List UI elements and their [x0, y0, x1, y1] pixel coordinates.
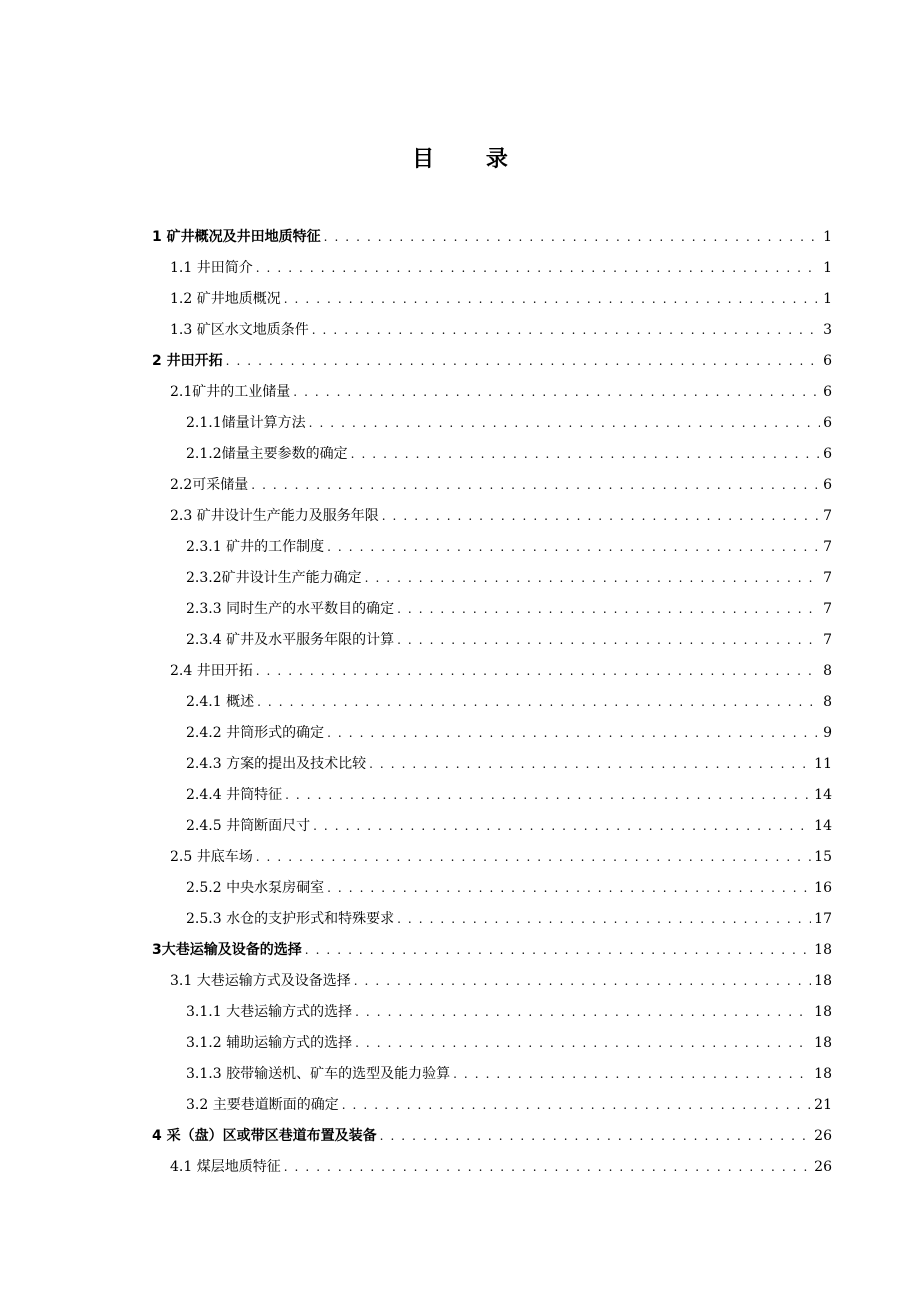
- toc-entry-page-number: 1: [823, 291, 832, 307]
- toc-entry-page-number: 14: [814, 787, 832, 803]
- toc-entry-label: 2.4.4 井筒特征: [186, 787, 283, 803]
- toc-entry-label: 2.4 井田开拓: [170, 663, 253, 679]
- toc-entry-label: 1.3 矿区水文地质条件: [170, 322, 309, 338]
- toc-entry-page-number: 8: [823, 663, 832, 679]
- toc-entry-label: 2.1.1储量计算方法: [186, 415, 306, 431]
- toc-entry-label: 2.4.5 井筒断面尺寸: [186, 818, 311, 834]
- toc-dot-leader: [397, 631, 820, 649]
- toc-entry[interactable]: [152, 587, 832, 618]
- toc-entry[interactable]: [152, 308, 832, 339]
- toc-dot-leader: [327, 724, 820, 742]
- toc-entry-label: 3.1.2 辅助运输方式的选择: [186, 1035, 353, 1051]
- toc-dot-leader: [382, 507, 820, 525]
- toc-entry-page-number: 16: [814, 880, 832, 896]
- toc-entry[interactable]: [152, 804, 832, 835]
- toc-dot-leader: [380, 1127, 812, 1145]
- toc-dot-leader: [369, 755, 811, 773]
- toc-entry[interactable]: [152, 556, 832, 587]
- toc-dot-leader: [354, 972, 811, 990]
- toc-entry-label: 2.5.3 水仓的支护形式和特殊要求: [186, 911, 395, 927]
- toc-entry-page-number: 18: [814, 973, 832, 989]
- toc-dot-leader: [256, 259, 820, 277]
- toc-entry-page-number: 14: [814, 818, 832, 834]
- toc-dot-leader: [312, 321, 820, 339]
- toc-entry-label: 2.4.1 概述: [186, 694, 255, 710]
- toc-entry[interactable]: [152, 959, 832, 990]
- toc-entry-label: 2.5 井底车场: [170, 849, 253, 865]
- toc-dot-leader: [342, 1096, 811, 1114]
- toc-dot-leader: [351, 445, 820, 463]
- toc-entry-page-number: 18: [814, 942, 832, 958]
- toc-dot-leader: [453, 1065, 811, 1083]
- toc-dot-leader: [365, 569, 820, 587]
- toc-entry-label: 2.4.3 方案的提出及技术比较: [186, 756, 367, 772]
- toc-entry-page-number: 6: [823, 415, 832, 431]
- toc-entry-label: 4.1 煤层地质特征: [170, 1159, 281, 1175]
- toc-entry-label: 3.1 大巷运输方式及设备选择: [170, 973, 351, 989]
- toc-entry[interactable]: [152, 1083, 832, 1114]
- toc-entry[interactable]: [152, 680, 832, 711]
- toc-entry[interactable]: [152, 494, 832, 525]
- toc-dot-leader: [293, 383, 820, 401]
- toc-entry-page-number: 6: [823, 353, 832, 369]
- toc-entry-label: 2.4.2 井筒形式的确定: [186, 725, 325, 741]
- toc-entry-label: 2 井田开拓: [152, 353, 223, 369]
- toc-dot-leader: [355, 1034, 811, 1052]
- toc-entry-label: 2.3.4 矿井及水平服务年限的计算: [186, 632, 395, 648]
- toc-dot-leader: [327, 879, 811, 897]
- toc-entry[interactable]: [152, 618, 832, 649]
- toc-entry[interactable]: [152, 835, 832, 866]
- table-of-contents: [152, 215, 832, 1176]
- toc-dot-leader: [284, 290, 820, 308]
- toc-entry-page-number: 1: [823, 260, 832, 276]
- toc-entry[interactable]: [152, 711, 832, 742]
- toc-dot-leader: [313, 817, 811, 835]
- toc-entry-page-number: 18: [814, 1035, 832, 1051]
- toc-entry-page-number: 7: [823, 601, 832, 617]
- toc-dot-leader: [309, 414, 820, 432]
- toc-entry[interactable]: [152, 1021, 832, 1052]
- toc-entry-label: 1.2 矿井地质概况: [170, 291, 281, 307]
- page-title: [0, 142, 920, 173]
- toc-entry-page-number: 9: [823, 725, 832, 741]
- toc-entry[interactable]: [152, 866, 832, 897]
- toc-entry[interactable]: [152, 897, 832, 928]
- toc-entry-label: 2.1矿井的工业储量: [170, 384, 291, 400]
- toc-entry[interactable]: [152, 525, 832, 556]
- toc-entry[interactable]: [152, 990, 832, 1021]
- toc-entry[interactable]: [152, 463, 832, 494]
- toc-entry-page-number: 7: [823, 539, 832, 555]
- toc-entry-label: 3大巷运输及设备的选择: [152, 942, 302, 958]
- toc-entry-page-number: 6: [823, 446, 832, 462]
- toc-entry-page-number: 18: [814, 1066, 832, 1082]
- toc-entry-page-number: 26: [814, 1128, 832, 1144]
- toc-entry[interactable]: [152, 1052, 832, 1083]
- toc-entry-label: 2.5.2 中央水泵房硐室: [186, 880, 325, 896]
- toc-entry-page-number: 8: [823, 694, 832, 710]
- toc-dot-leader: [305, 941, 811, 959]
- title-char-1: 目: [412, 147, 435, 172]
- toc-entry[interactable]: [152, 277, 832, 308]
- title-char-2: 录: [485, 147, 508, 172]
- toc-entry-page-number: 7: [823, 632, 832, 648]
- toc-entry-page-number: 6: [823, 477, 832, 493]
- toc-entry[interactable]: [152, 1114, 832, 1145]
- toc-entry[interactable]: [152, 246, 832, 277]
- toc-entry-label: 3.2 主要巷道断面的确定: [186, 1097, 339, 1113]
- toc-entry-label: 2.1.2储量主要参数的确定: [186, 446, 348, 462]
- toc-entry-label: 1.1 井田简介: [170, 260, 253, 276]
- toc-entry-page-number: 11: [814, 756, 832, 772]
- toc-entry[interactable]: [152, 928, 832, 959]
- toc-entry-label: 2.3 矿井设计生产能力及服务年限: [170, 508, 379, 524]
- toc-entry-label: 2.3.1 矿井的工作制度: [186, 539, 325, 555]
- toc-dot-leader: [257, 693, 820, 711]
- toc-entry-label: 3.1.3 胶带输送机、矿车的选型及能力验算: [186, 1066, 451, 1082]
- toc-entry[interactable]: [152, 370, 832, 401]
- toc-entry-label: 2.3.3 同时生产的水平数目的确定: [186, 601, 395, 617]
- toc-entry[interactable]: [152, 773, 832, 804]
- toc-dot-leader: [284, 1158, 811, 1176]
- toc-entry-page-number: 7: [823, 570, 832, 586]
- toc-entry[interactable]: [152, 1145, 832, 1176]
- toc-entry-label: 2.3.2矿井设计生产能力确定: [186, 570, 362, 586]
- toc-entry-page-number: 21: [814, 1097, 832, 1113]
- toc-entry-page-number: 1: [823, 229, 832, 245]
- toc-entry[interactable]: [152, 401, 832, 432]
- toc-entry[interactable]: [152, 649, 832, 680]
- toc-entry-page-number: 7: [823, 508, 832, 524]
- toc-entry-label: 3.1.1 大巷运输方式的选择: [186, 1004, 353, 1020]
- toc-dot-leader: [256, 848, 811, 866]
- toc-dot-leader: [327, 538, 820, 556]
- toc-dot-leader: [397, 910, 811, 928]
- toc-entry-page-number: 17: [814, 911, 832, 927]
- toc-entry[interactable]: [152, 339, 832, 370]
- toc-entry-page-number: 15: [814, 849, 832, 865]
- toc-dot-leader: [324, 228, 820, 246]
- toc-entry-label: 4 采（盘）区或带区巷道布置及装备: [152, 1128, 377, 1144]
- toc-dot-leader: [397, 600, 820, 618]
- toc-entry-page-number: 18: [814, 1004, 832, 1020]
- toc-dot-leader: [256, 662, 820, 680]
- toc-entry-label: 1 矿井概况及井田地质特征: [152, 229, 321, 245]
- toc-entry-page-number: 6: [823, 384, 832, 400]
- toc-entry[interactable]: [152, 432, 832, 463]
- toc-entry-page-number: 26: [814, 1159, 832, 1175]
- toc-dot-leader: [251, 476, 820, 494]
- toc-dot-leader: [355, 1003, 811, 1021]
- toc-entry[interactable]: [152, 215, 832, 246]
- toc-entry[interactable]: [152, 742, 832, 773]
- toc-entry-page-number: 3: [823, 322, 832, 338]
- toc-dot-leader: [226, 352, 820, 370]
- toc-dot-leader: [285, 786, 811, 804]
- toc-entry-label: 2.2可采储量: [170, 477, 249, 493]
